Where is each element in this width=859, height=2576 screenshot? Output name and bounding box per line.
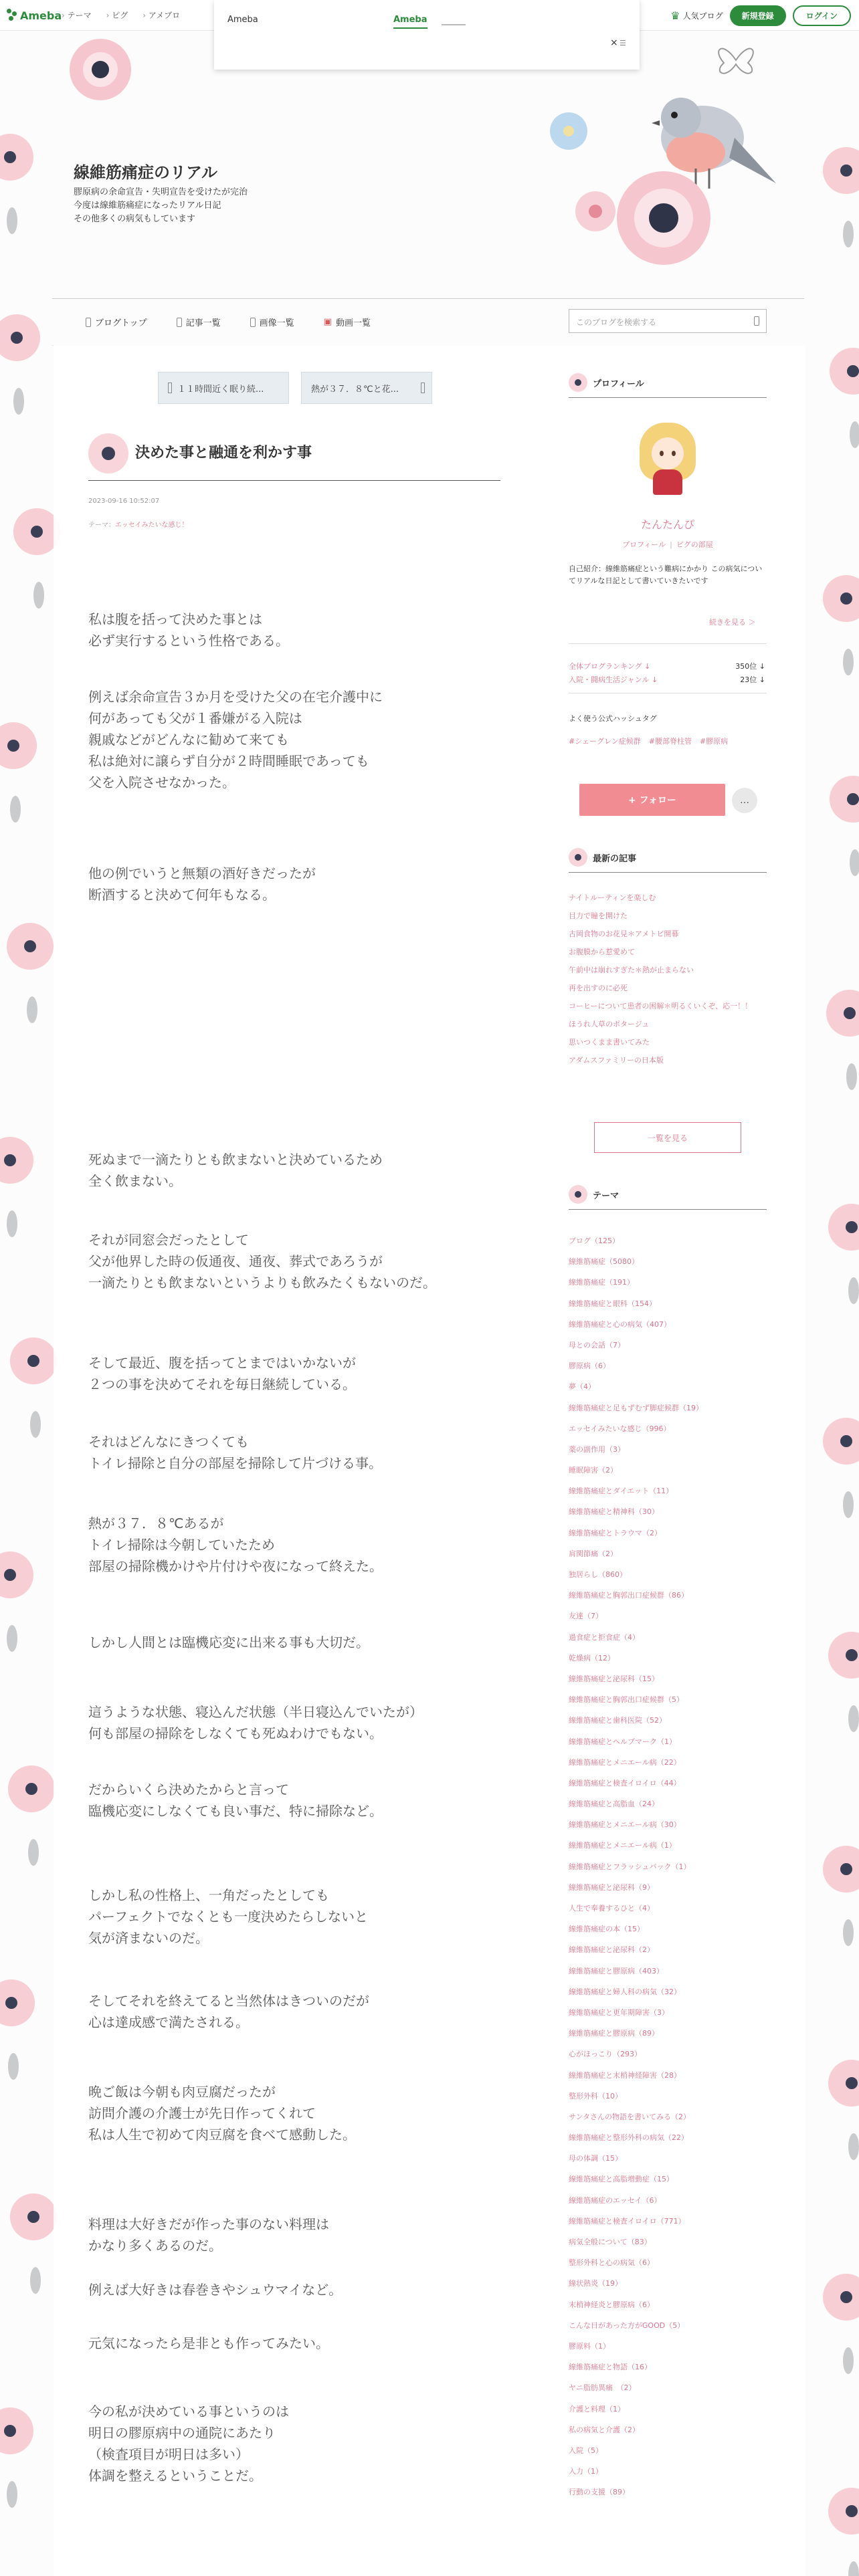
- recent-list: [569, 893, 767, 1074]
- ad-popup: [214, 0, 640, 70]
- theme-link[interactable]: 線維筋痛症と高脂増動症（15）: [569, 2175, 674, 2184]
- article-paragraph: [88, 1352, 356, 1395]
- menu-icon[interactable]: ☰: [619, 39, 626, 47]
- theme-link[interactable]: 整形外科と心の病気（6）: [569, 2258, 654, 2268]
- blog-nav: [86, 316, 371, 328]
- article-line: だからいくら決めたからと言って: [88, 1782, 289, 1798]
- more-options-button[interactable]: …: [732, 788, 757, 813]
- theme-link[interactable]: 線維筋痛症と心の病気（407）: [569, 1319, 671, 1329]
- article-line: 断酒すると決めて何年もなる。: [88, 887, 276, 903]
- theme-link[interactable]: 整形外科（10）: [569, 2091, 622, 2101]
- article-line: 何も部屋の掃除をしなくても死ぬわけでもない。: [88, 1725, 383, 1741]
- background-flower-icon: [828, 2060, 859, 2107]
- view-all-button[interactable]: 一覧を見る: [594, 1122, 741, 1153]
- sidebar-divider: [569, 397, 767, 398]
- theme-link[interactable]: 線維筋痛症と物語（16）: [569, 2363, 652, 2372]
- theme-link[interactable]: 線維筋痛症と足もずむず脚症候群（19）: [569, 1403, 703, 1412]
- popular-blog-label: 人気ブログ: [682, 11, 723, 21]
- article-line: 晩ご飯は今朝も肉豆腐だったが: [88, 2084, 276, 2100]
- theme-link[interactable]: 線維筋痛症と整形外科の病気（22）: [569, 2133, 688, 2143]
- theme-link[interactable]: 線維筋痛症とダイエット（11）: [569, 1487, 674, 1496]
- nav-blog-top[interactable]: [86, 316, 147, 328]
- ranking-label: 全体ブログランキング ↓: [569, 662, 651, 671]
- background-flower-icon: [8, 1765, 55, 1812]
- nav-image-list[interactable]: [250, 316, 294, 328]
- anemone-flower-icon: [617, 171, 710, 265]
- background-flower-icon: [10, 1337, 57, 1384]
- flower-icon: [569, 1185, 587, 1204]
- article-paragraph: [88, 2081, 356, 2145]
- avatar[interactable]: [636, 423, 700, 496]
- theme-link[interactable]: 線維筋痛症のエッセイ（6）: [569, 2195, 662, 2205]
- background-leaf-icon: [843, 221, 854, 247]
- prev-article-title: １１時間近く眠り続...: [177, 384, 264, 395]
- profile-heading: [569, 373, 644, 392]
- article-line: （検査項目が明日は多い）: [88, 2446, 249, 2462]
- article-line: 他の例でいうと無類の酒好きだったが: [88, 865, 316, 881]
- theme-link[interactable]: 線維筋痛症と泌尿科（9）: [569, 1883, 654, 1892]
- recent-article-link[interactable]: お腹膜から惹愛めて: [569, 948, 635, 956]
- background-flower-icon: [0, 134, 33, 181]
- sidebar-divider: [569, 872, 767, 873]
- article-line: 何があっても父が１番嫌がる入院は: [88, 710, 302, 726]
- article-paragraph: [88, 2279, 342, 2300]
- theme-link[interactable]: 線状熱炎（19）: [569, 2279, 622, 2288]
- butterfly-icon: [709, 33, 763, 87]
- nav-article-list[interactable]: [177, 316, 221, 328]
- theme-link[interactable]: 入力（1）: [569, 2467, 603, 2476]
- background-leaf-icon: [846, 1063, 857, 1090]
- theme-link[interactable]: 人生で奉養するひと（4）: [569, 1904, 654, 1913]
- theme-link[interactable]: ヤニ脂肪異痛 （2）: [569, 2383, 636, 2393]
- article-paragraph: [88, 1885, 368, 1949]
- popup-tab-a[interactable]: Ameba: [227, 15, 258, 25]
- background-flower-icon: [823, 1846, 859, 1893]
- theme-link[interactable]: 行動の支援（89）: [569, 2488, 630, 2497]
- article-paragraph: [88, 609, 289, 651]
- article-line: それが同窓会だったとして: [88, 1232, 249, 1248]
- theme-link[interactable]: 線維筋痛症と更年期障害（3）: [569, 2008, 669, 2017]
- article-line: そして最近、腹を括ってとまではいかないが: [88, 1355, 356, 1371]
- profile-more-link[interactable]: 続きを見る ＞: [709, 618, 756, 627]
- theme-link[interactable]: 母との会話（7）: [569, 1340, 625, 1350]
- recent-article-link[interactable]: 午前中は崩れすぎた＊熱が止まらない: [569, 966, 694, 974]
- article-line: 部屋の掃除機かけや片付けや夜になって終えた。: [88, 1558, 383, 1574]
- popular-blog-link[interactable]: [670, 9, 723, 22]
- background-flower-icon: [828, 2488, 859, 2535]
- ranking-value: 350位 ↓: [735, 662, 765, 671]
- background-flower-icon: [830, 776, 859, 823]
- article-line: 料理は大好きだが作った事のない料理は: [88, 2216, 329, 2232]
- header-link-theme[interactable]: › テーマ: [62, 9, 92, 21]
- article-line: 父が他界した時の仮通夜、通夜、葬式であろうが: [88, 1253, 383, 1269]
- background-flower-icon: [0, 2407, 33, 2454]
- flower-icon: [569, 848, 587, 867]
- article-line: 体調を整えるということだ。: [88, 2468, 262, 2484]
- theme-link[interactable]: 末梢神経炎と膠原病（6）: [569, 2300, 654, 2309]
- theme-link[interactable]: 線維筋痛症とフラッシュバック（1）: [569, 1862, 691, 1871]
- theme-link[interactable]: エッセイみたいな感じ（996）: [569, 1424, 671, 1433]
- article-line: 元気になったら是非とも作ってみたい。: [88, 2335, 329, 2351]
- next-article-title: 熱が３７．８℃と花...: [311, 384, 399, 395]
- background-leaf-icon: [848, 2133, 859, 2160]
- theme-link[interactable]: 過食症と拒食症（4）: [569, 1632, 640, 1642]
- theme-link[interactable]: 線維筋痛症の本（15）: [569, 1925, 644, 1934]
- article-paragraph: [88, 1779, 383, 1822]
- theme-link[interactable]: 介護と料理（1）: [569, 2404, 625, 2413]
- article-line: 這うような状態、寝込んだ状態（半日寝込んでいたが）: [88, 1704, 423, 1720]
- hashtag-link[interactable]: #腰部脊柱管: [648, 737, 692, 746]
- hashtag-heading: よく使う公式ハッシュタグ: [569, 714, 657, 723]
- ameba-logo-icon: [7, 9, 17, 22]
- article-line: 気が済まないのだ。: [88, 1930, 209, 1946]
- background-leaf-icon: [30, 2267, 41, 2294]
- article-line: しかし人間とは臨機応変に出来る事も大切だ。: [88, 1634, 369, 1650]
- header-actions: [670, 5, 851, 26]
- background-leaf-icon: [10, 796, 21, 823]
- theme-link[interactable]: 独居らし（860）: [569, 1570, 627, 1579]
- hashtag-link[interactable]: #膠原病: [699, 737, 729, 746]
- ranking-label: 入院・闘病生活ジャンル ↓: [569, 675, 658, 684]
- theme-link[interactable]: ブログ（125）: [569, 1237, 619, 1245]
- article-line: パーフェクトでなくとも一度決めたらしないと: [88, 1909, 368, 1925]
- article-line: 臨機応変にしなくても良い事だ、特に掃除など。: [88, 1803, 383, 1819]
- background-leaf-icon: [843, 1491, 854, 1518]
- article-line: 必ず実行するという性格である。: [88, 633, 289, 649]
- theme-link[interactable]: 線維筋痛症と胸郭出口症候群（86）: [569, 1591, 688, 1600]
- recent-article-link[interactable]: 思いつくまま書いてみた: [569, 1038, 650, 1047]
- background-leaf-icon: [848, 2561, 859, 2576]
- theme-link[interactable]: 線維筋痛症と膠原病（403）: [569, 1966, 664, 1975]
- theme-link[interactable]: サンタさんの物語を書いてみる（2）: [569, 2112, 691, 2121]
- article-line: 熱が３７．８℃あるが: [88, 1515, 224, 1531]
- blog-description-line: 膠原病の余命宣告・失明宣告を受けたが完治: [74, 187, 248, 197]
- background-flower-icon: [823, 1418, 859, 1465]
- blog-description-line: その他多くの病気もしています: [74, 214, 196, 224]
- nav-label: 画像一覧: [259, 318, 294, 328]
- article-line: 父を入院させなかった。: [88, 774, 235, 790]
- theme-link[interactable]: 線維筋痛症（191）: [569, 1278, 634, 1287]
- theme-link[interactable]: 薬の副作用（3）: [569, 1444, 625, 1454]
- theme-link[interactable]: 線維筋痛症と膠原病（89）: [569, 2029, 659, 2038]
- profile-name[interactable]: たんたんぴ: [640, 518, 694, 531]
- theme-link[interactable]: 線維筋痛症と末梢神経障害（28）: [569, 2070, 681, 2080]
- theme-list: [569, 1230, 767, 2502]
- login-button[interactable]: ログイン: [793, 5, 851, 26]
- article-line: トイレ掃除と自分の部屋を掃除して片づける事。: [88, 1455, 382, 1471]
- recent-article-link[interactable]: ナイトルーティンを楽しむ: [569, 893, 656, 902]
- background-leaf-icon: [27, 996, 37, 1023]
- hashtag-link[interactable]: #シェーグレン症候群: [569, 737, 641, 746]
- theme-label: テーマ：: [88, 522, 115, 529]
- theme-heading: [569, 1185, 619, 1204]
- background-leaf-icon: [28, 1839, 39, 1866]
- background-flower-icon: [0, 722, 37, 769]
- theme-link[interactable]: 線維筋痛症と泌尿科（15）: [569, 1674, 659, 1683]
- heading-label: プロフィール: [593, 379, 644, 389]
- heading-label: テーマ: [593, 1190, 619, 1201]
- register-button[interactable]: 新規登録: [730, 5, 786, 26]
- background-flower-icon: [0, 314, 40, 361]
- article-paragraph: [88, 1513, 383, 1577]
- pig-room-link[interactable]: ピグの部屋: [676, 540, 713, 549]
- theme-link[interactable]: 友達（7）: [569, 1612, 603, 1621]
- theme-link[interactable]: 夢（4）: [569, 1382, 595, 1392]
- video-icon: ▣: [323, 317, 332, 327]
- article-paragraph: [88, 686, 383, 793]
- background-leaf-icon: [30, 1411, 41, 1438]
- header-flower-left: [54, 32, 147, 106]
- recent-article-link[interactable]: コーヒーについて患者の困解＊明るくいくぞ、応一！！: [569, 1002, 753, 1010]
- article-line: 私は絶対に譲らず自分が２時間睡眠であっても: [88, 753, 369, 769]
- background-leaf-icon: [848, 1705, 859, 1732]
- theme-link[interactable]: 線維筋痛症と胸郭出口症候群（5）: [569, 1695, 684, 1705]
- theme-link[interactable]: 線維筋痛症と泌尿科（2）: [569, 1945, 654, 1955]
- header-links: [62, 9, 180, 21]
- sidebar-divider: [569, 643, 767, 644]
- article-line: 今の私が決めている事というのは: [88, 2403, 289, 2420]
- theme-link[interactable]: 膠原料（1）: [569, 2341, 610, 2351]
- list-icon: [177, 318, 182, 327]
- sidebar-divider: [569, 1209, 767, 1210]
- ranking-row[interactable]: [569, 674, 767, 685]
- article-line: 一滴たりとも飲まないというよりも飲みたくもないのだ。: [88, 1275, 436, 1291]
- article-line: 例えば大好きは春巻きやシュウマイなど。: [88, 2282, 343, 2298]
- article-line: そしてそれを終えてると当然体はきついのだが: [88, 1993, 369, 2009]
- nav-video-list[interactable]: [324, 316, 371, 328]
- background-leaf-icon: [8, 2053, 19, 2080]
- article-line: トイレ掃除は今朝していたため: [88, 1537, 275, 1553]
- prev-article-link[interactable]: [158, 372, 289, 404]
- theme-link[interactable]: エッセイみたいな感じ！: [115, 522, 189, 529]
- article-line: 全く飲まない。: [88, 1173, 182, 1189]
- theme-link[interactable]: 線維筋痛症とメニエール病（1）: [569, 1841, 676, 1850]
- background-leaf-icon: [848, 1277, 859, 1304]
- theme-link[interactable]: 線維筋痛症とトラウマ（2）: [569, 1528, 662, 1537]
- image-icon: [250, 318, 256, 327]
- crown-icon: ♛: [670, 9, 680, 22]
- theme-link[interactable]: 肩関節痛（2）: [569, 1549, 617, 1558]
- recent-article-link[interactable]: ほうれ人草のポタージュ: [569, 1020, 650, 1029]
- theme-link[interactable]: 線維筋痛症と婦人科の病気（32）: [569, 1987, 681, 1996]
- background-leaf-icon: [13, 388, 24, 415]
- article-paragraph: [88, 2333, 329, 2354]
- header-divider: [52, 298, 804, 299]
- background-flower-icon: [830, 348, 859, 395]
- recent-article-link[interactable]: アダムスファミリーの日本版: [569, 1056, 664, 1065]
- background-flower-icon: [826, 990, 859, 1037]
- article-title[interactable]: 決めた事と融通を利かす事: [135, 445, 312, 461]
- popup-tab-c[interactable]: [442, 24, 466, 25]
- article-line: かなり多くあるのだ。: [88, 2238, 222, 2254]
- recent-article-link[interactable]: 目力で瞳を開けた: [569, 911, 628, 920]
- chevron-left-icon: [168, 383, 172, 393]
- hashtag-list: [569, 736, 728, 746]
- theme-link[interactable]: 線維筋痛症と検査イロイロ（771）: [569, 2216, 686, 2226]
- chevron-right-icon: [421, 383, 425, 393]
- article-line: 訪問介護の介護士が先日作ってくれて: [88, 2105, 316, 2121]
- background-flower-icon: [0, 1979, 35, 2026]
- article-paragraph: [88, 2401, 289, 2486]
- recent-article-link[interactable]: 再を出すのに必死: [569, 984, 628, 992]
- home-icon: [86, 318, 91, 327]
- article-line: 私は腹を括って決めた事とは: [88, 611, 262, 627]
- heading-label: 最新の記事: [593, 853, 637, 864]
- background-flower-icon: [0, 1137, 33, 1184]
- background-leaf-icon: [843, 1919, 854, 1946]
- close-icon[interactable]: ×: [610, 37, 618, 48]
- background-flower-icon: [828, 1204, 859, 1251]
- theme-link[interactable]: 線維筋痛症（5080）: [569, 1257, 639, 1267]
- next-article-link[interactable]: [301, 372, 432, 404]
- article-line: しかし私の性格上、一角だったとしても: [88, 1887, 329, 1903]
- nav-label: 動画一覧: [335, 318, 371, 328]
- background-leaf-icon: [843, 649, 854, 675]
- article-line: 例えば余命宣告３か月を受けた父の在宅介護中に: [88, 689, 383, 705]
- blog-description: [74, 186, 248, 226]
- theme-link[interactable]: 線維筋痛症とメニエール病（22）: [569, 1757, 681, 1767]
- profile-link[interactable]: プロフィール: [622, 540, 666, 549]
- flower-icon: [569, 373, 587, 392]
- background-leaf-icon: [843, 2347, 854, 2374]
- ranking-row[interactable]: [569, 661, 767, 671]
- article-theme: [88, 519, 189, 529]
- theme-link[interactable]: 線維筋痛症と歯科医院（52）: [569, 1716, 666, 1725]
- theme-link[interactable]: 線維筋痛症と高脂血（24）: [569, 1800, 659, 1809]
- article-line: それはどんなにきつくても: [88, 1434, 249, 1450]
- ranking-value: 23位 ↓: [740, 675, 765, 684]
- header-link-pig[interactable]: › ピグ: [106, 9, 128, 21]
- background-flower-icon: [7, 923, 54, 970]
- background-leaf-icon: [7, 2481, 17, 2508]
- blog-description-line: 今度は線維筋痛症になったリアル日記: [74, 201, 221, 211]
- article-paragraph: [88, 1431, 382, 1474]
- article-paragraph: [88, 2214, 329, 2256]
- popup-tab-b[interactable]: Ameba: [393, 15, 427, 29]
- article-paragraph: [88, 863, 316, 905]
- profile-text: 自己紹介：線維筋痛症という難病にかかり この病気についてリアルな日記として書いていきたいです: [569, 564, 763, 585]
- theme-link[interactable]: 入院（5）: [569, 2446, 603, 2455]
- theme-link[interactable]: 乾燥病（12）: [569, 1653, 615, 1662]
- blog-title[interactable]: 線維筋痛症のリアル: [74, 163, 218, 182]
- theme-link[interactable]: 母の体調（15）: [569, 2154, 622, 2163]
- article-line: 明日の膠原病中の通院にあたり: [88, 2425, 276, 2441]
- recent-article-link[interactable]: 古岡食物のお花見＊アメトビ開幕: [569, 930, 679, 938]
- theme-link[interactable]: 膠原病（6）: [569, 1362, 610, 1371]
- title-underline: [88, 480, 500, 481]
- search-icon[interactable]: [754, 316, 759, 326]
- background-leaf-icon: [33, 582, 44, 609]
- theme-link[interactable]: 線維筋痛症とメニエール病（30）: [569, 1820, 681, 1830]
- theme-link[interactable]: こんな日があった方がGOOD（5）: [569, 2321, 685, 2330]
- background-leaf-icon: [7, 207, 17, 234]
- nav-label: 記事一覧: [185, 318, 221, 328]
- article-line: 死ぬまで一滴たりとも飲まないと決めているため: [88, 1152, 383, 1168]
- header-link-ameblo[interactable]: › アメブロ: [142, 9, 180, 21]
- article-flower-icon: [88, 433, 128, 473]
- article-paragraph: [88, 1701, 423, 1744]
- theme-link[interactable]: 心がほっこり（293）: [569, 2050, 642, 2059]
- background-leaf-icon: [850, 849, 859, 876]
- background-leaf-icon: [850, 421, 859, 448]
- nav-label: ブログトップ: [95, 318, 147, 328]
- theme-link[interactable]: 睡眠障害（2）: [569, 1466, 617, 1475]
- article-date: 2023-09-16 10:52:07: [88, 498, 160, 505]
- background-leaf-icon: [7, 1625, 17, 1652]
- article-line: 親戚などがどんなに勧めて来ても: [88, 732, 289, 748]
- theme-link[interactable]: 線維筋痛症と精神科（30）: [569, 1507, 659, 1517]
- article-line: 私は人生で初めて肉豆腐を食べて感動した。: [88, 2127, 356, 2143]
- theme-link[interactable]: 病気全般について（83）: [569, 2238, 652, 2246]
- background-flower-icon: [823, 2274, 859, 2321]
- background-leaf-icon: [7, 1210, 17, 1237]
- ameba-logo-text: Ameba: [20, 9, 62, 22]
- background-flower-icon: [10, 2193, 57, 2240]
- follow-button[interactable]: + フォロー: [579, 784, 725, 816]
- article-line: ２つの事を決めてそれを毎日継続している。: [88, 1376, 356, 1392]
- background-flower-icon: [823, 147, 859, 194]
- theme-link[interactable]: 線維筋痛症と検査イロイロ（44）: [569, 1778, 681, 1788]
- article-line: 心は達成感で満たされる。: [88, 2014, 249, 2030]
- article-paragraph: [88, 1149, 383, 1192]
- ameba-logo[interactable]: [7, 7, 62, 24]
- theme-link[interactable]: 線維筋痛症とヘルプマーク（1）: [569, 1737, 676, 1746]
- article-paragraph: [88, 1632, 369, 1653]
- recent-heading: [569, 848, 636, 867]
- profile-links: プロフィール | ピグの部屋: [622, 540, 713, 549]
- article-paragraph: [88, 1990, 369, 2033]
- theme-link[interactable]: 私の病気と介護（2）: [569, 2425, 640, 2434]
- background-flower-icon: [828, 1632, 859, 1679]
- theme-link[interactable]: 線維筋痛症と眼科（154）: [569, 1299, 656, 1308]
- article-paragraph: [88, 1229, 436, 1293]
- blog-search-input[interactable]: [569, 309, 767, 333]
- search-placeholder: このブログを検索する: [576, 318, 657, 327]
- background-flower-icon: [823, 575, 859, 622]
- background-flower-icon: [0, 1551, 33, 1598]
